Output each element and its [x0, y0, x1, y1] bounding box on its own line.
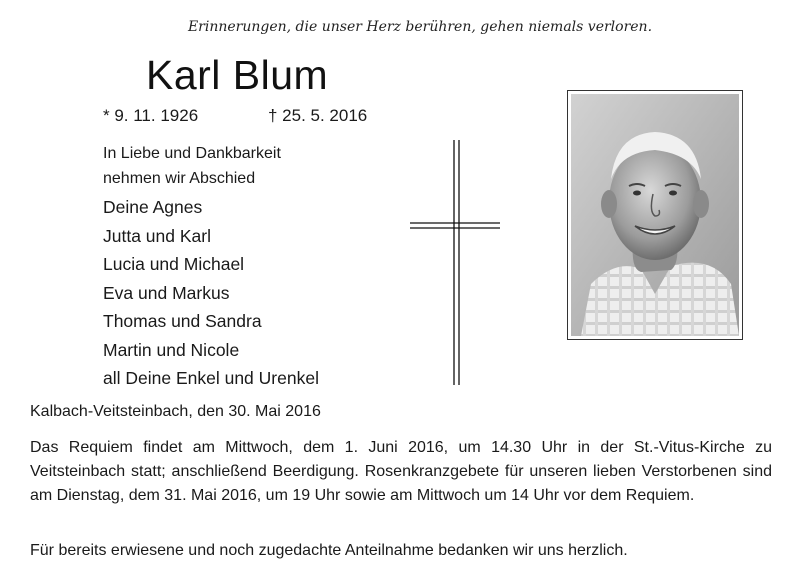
portrait-image: [571, 94, 739, 336]
family-member: Lucia und Michael: [103, 254, 245, 274]
family-member: Martin und Nicole: [103, 340, 240, 360]
family-member: Eva und Markus: [103, 283, 230, 303]
thanks-paragraph: Für bereits erwiesene und noch zugedachte Anteilnahme bedanken wir uns herzlich.: [30, 542, 628, 559]
requiem-paragraph: Das Requiem findet am Mittwoch, dem 1. Juni 2016, um 14.30 Uhr in der St.-Vitus-Kirche zu Veitsteinbach statt; anschließend Beerdigung. Rosenkranzgebete für unseren lieben Verstorbenen sind am Dienstag, dem 31. Mai 2016, um 19 Uhr sowie am Mittwoch um 14 Uhr vor dem Requiem.: [30, 439, 772, 504]
intro-line-1: In Liebe und Dankbarkeit: [103, 145, 281, 162]
deceased-name: Karl Blum: [146, 52, 329, 98]
birth-date: * 9. 11. 1926: [103, 106, 199, 125]
family-member: Jutta und Karl: [103, 226, 211, 246]
family-member: Deine Agnes: [103, 197, 203, 217]
motto-quote: Erinnerungen, die unser Herz berühren, gehen niemals verloren.: [187, 19, 653, 35]
death-date: † 25. 5. 2016: [268, 106, 368, 125]
family-member: Thomas und Sandra: [103, 311, 262, 331]
family-member: all Deine Enkel und Urenkel: [103, 368, 319, 388]
portrait-photo: [567, 90, 743, 340]
cross-icon: [405, 140, 505, 385]
place-and-date: Kalbach-Veitsteinbach, den 30. Mai 2016: [30, 403, 321, 420]
intro-line-2: nehmen wir Abschied: [103, 170, 256, 187]
